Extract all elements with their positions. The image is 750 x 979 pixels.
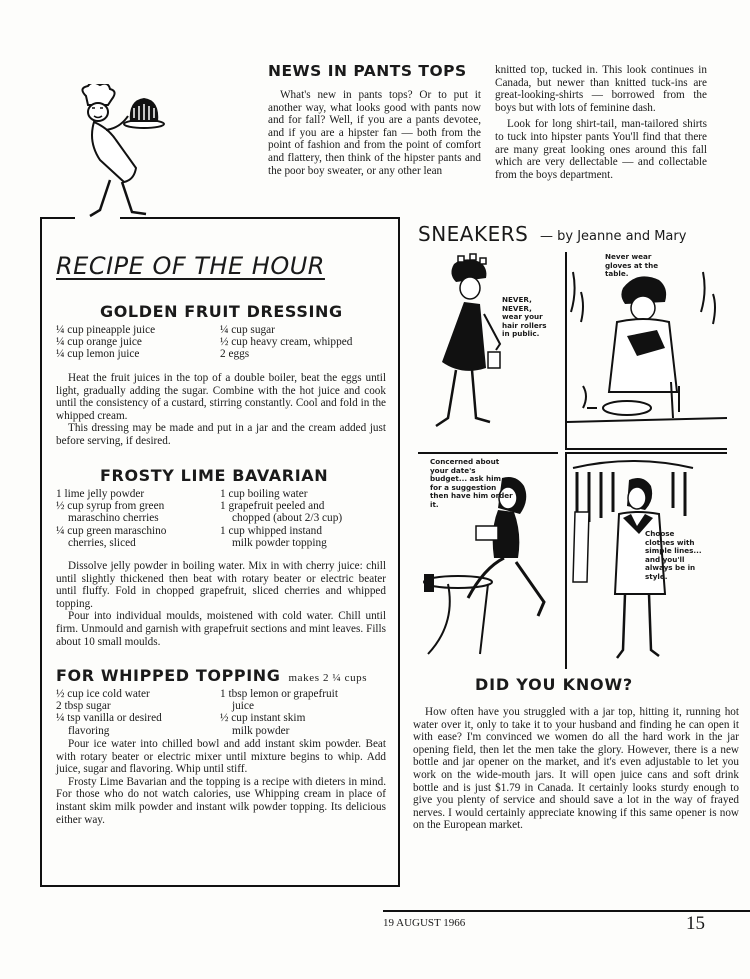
topping-ingredients-left bbox=[56, 688, 218, 737]
whipped-topping-yield: makes 2 ¼ cups bbox=[288, 672, 368, 684]
whipped-topping-title-text: FOR WHIPPED TOPPING bbox=[56, 666, 281, 685]
topping-instructions bbox=[56, 738, 386, 826]
frosty-lime-bavarian-title: FROSTY LIME BAVARIAN bbox=[100, 466, 329, 485]
ingredient: 1 cup boiling water bbox=[220, 488, 308, 500]
ingredient: ½ cup instant skim bbox=[220, 712, 306, 725]
page-number: 15 bbox=[686, 913, 705, 934]
ingredient: ½ cup heavy cream, whipped bbox=[220, 336, 353, 349]
ingredient: milk powder bbox=[232, 724, 290, 737]
topping-ingredients-right bbox=[220, 688, 390, 737]
frosty-instructions bbox=[56, 560, 386, 648]
ingredient: milk powder topping bbox=[232, 536, 327, 549]
ingredient: 1 tbsp lemon or grapefruit bbox=[220, 688, 338, 700]
ingredient: ½ cup ice cold water bbox=[56, 688, 150, 700]
caption-hair-rollers: NEVER, NEVER, wear your hair rollers in public. bbox=[502, 295, 547, 339]
sneakers-title: SNEAKERS bbox=[418, 222, 529, 246]
ingredient: flavoring bbox=[68, 724, 110, 737]
did-you-know-text: How often have you struggled with a jar top, hitting it, running hot water over it, only to take it to your husband and finding he can open it with ease? I'm convinced we women do all the hard work in the jar opening field, then let the men take the glory. However, there is a new bottle and jar opener on the market, and it's even adjustable to let you work on the wide-mouth jars. It will open juice cans and soft drink bottle and is just $1.79 in Canada. It certainly looks sturdy enough to give you plenty of service and should save a lot in the way of frayed nerves. I would certainly appreciate knowing if this same opener is now on the European market. bbox=[413, 706, 739, 832]
ingredient: ¼ cup orange juice bbox=[56, 336, 142, 349]
frosty-instructions-p1: Dissolve jelly powder in boiling water. Mix in with cherry juice: chill until slightly thickened then beat with rotary beater or electric beater until fluffy. Fold in chopped grapefruit, sliced cherries and whipped topping. bbox=[56, 560, 386, 610]
pants-article-title: NEWS IN PANTS TOPS bbox=[268, 62, 467, 80]
pants-article-col2-p2: Look for long shirt-tail, man-tailored shirts to tuck into hipster pants You'll find that there are many great looking ones around this fall which are very dellectable — and collectable from the boys department. bbox=[495, 118, 707, 181]
topping-instructions-p2: Frosty Lime Bavarian and the topping is a recipe with dieters in mind. For those who do not watch calories, use Whipping cream in place of instant skim milk powder and instant wilk powder topping. Its delicious either way. bbox=[56, 775, 386, 826]
recipe-box-top-rule-left bbox=[40, 217, 75, 219]
golden-ingredients-right bbox=[220, 324, 395, 361]
whipped-topping-title bbox=[56, 666, 367, 685]
golden-ingredients-left bbox=[56, 324, 216, 361]
topping-instructions-p1: Pour ice water into chilled bowl and add instant skim powder. Beat with rotary beater or electric mixer until mixture begins to whip. Add juice, sugar and flavoring. Whip until stiff. bbox=[56, 738, 386, 776]
ingredient: ¼ tsp vanilla or desired bbox=[56, 712, 162, 725]
golden-instructions-p2: This dressing may be made and put in a jar and the cream added just before serving, if desired. bbox=[56, 422, 386, 447]
ingredient: ¼ cup green maraschino bbox=[56, 524, 167, 537]
chef-illustration bbox=[64, 84, 184, 234]
golden-fruit-dressing-title: GOLDEN FRUIT DRESSING bbox=[100, 302, 343, 321]
did-you-know-title: DID YOU KNOW? bbox=[475, 675, 633, 694]
pants-article-col1: What's new in pants tops? Or to put it another way, what looks good with pants now and for fall? Well, if you are a pants devotee, and if you are a hipster fan — both from the point of fashion and from the point of comfort and flattery, then think of the hipster pants and the poor boy sweater, or any other lean bbox=[268, 89, 481, 177]
ingredient: ¼ cup sugar bbox=[220, 324, 275, 336]
recipe-heading: RECIPE OF THE HOUR bbox=[56, 252, 325, 280]
ingredient: ¼ cup pineapple juice bbox=[56, 324, 156, 336]
footer-rule bbox=[383, 910, 750, 912]
recipe-box-top-rule-right bbox=[120, 217, 398, 219]
frosty-instructions-p2: Pour into individual moulds, moistened with cold water. Chill until firm. Unmould and garnish with grapefruit sections and mint leaves. Fills about 10 small moulds. bbox=[56, 610, 386, 648]
sneakers-byline: — by Jeanne and Mary bbox=[540, 229, 687, 244]
ingredient: juice bbox=[232, 700, 254, 713]
ingredient: maraschino cherries bbox=[68, 512, 159, 525]
ingredient: cherries, sliced bbox=[68, 536, 136, 549]
gloves-table-illustration bbox=[565, 252, 727, 450]
frosty-ingredients-right bbox=[220, 488, 390, 549]
caption-gloves: Never wear gloves at the table. bbox=[605, 252, 659, 279]
ingredient: 1 cup whipped instand bbox=[220, 524, 322, 537]
golden-instructions-p1: Heat the fruit juices in the top of a double boiler, beat the eggs until light, gradually adding the sugar. Combine with the hot juice and cook until the consistency of a custard, stirring constantly. Cool and fold in the whipped cream. bbox=[56, 372, 386, 422]
ingredient: ¼ cup lemon juice bbox=[56, 348, 140, 361]
ingredient: 1 lime jelly powder bbox=[56, 488, 145, 500]
issue-date: 19 AUGUST 1966 bbox=[383, 917, 466, 929]
pants-article-col2-p1: knitted top, tucked in. This look continues in Canada, but newer than knitted tuck-ins are great-looking-shirts — borrowed from the boys but with lots of feminine dash. bbox=[495, 64, 707, 114]
ingredient: 2 tbsp sugar bbox=[56, 700, 111, 713]
hair-rollers-illustration bbox=[418, 252, 558, 448]
ingredient: ½ cup syrup from green bbox=[56, 500, 165, 513]
ingredient: 2 eggs bbox=[220, 348, 250, 361]
frosty-ingredients-left bbox=[56, 488, 218, 549]
caption-simple-clothes: Choose clothes with simple lines... and you'll always be in style. bbox=[645, 529, 702, 581]
pants-article-col2 bbox=[495, 64, 707, 181]
ingredient: chopped (about 2/3 cup) bbox=[232, 512, 343, 525]
golden-instructions bbox=[56, 372, 386, 448]
ingredient: 1 grapefruit peeled and bbox=[220, 500, 325, 513]
caption-dates-budget: Concerned about your date's budget... ask him for a suggestion then have him order it. bbox=[430, 457, 513, 509]
